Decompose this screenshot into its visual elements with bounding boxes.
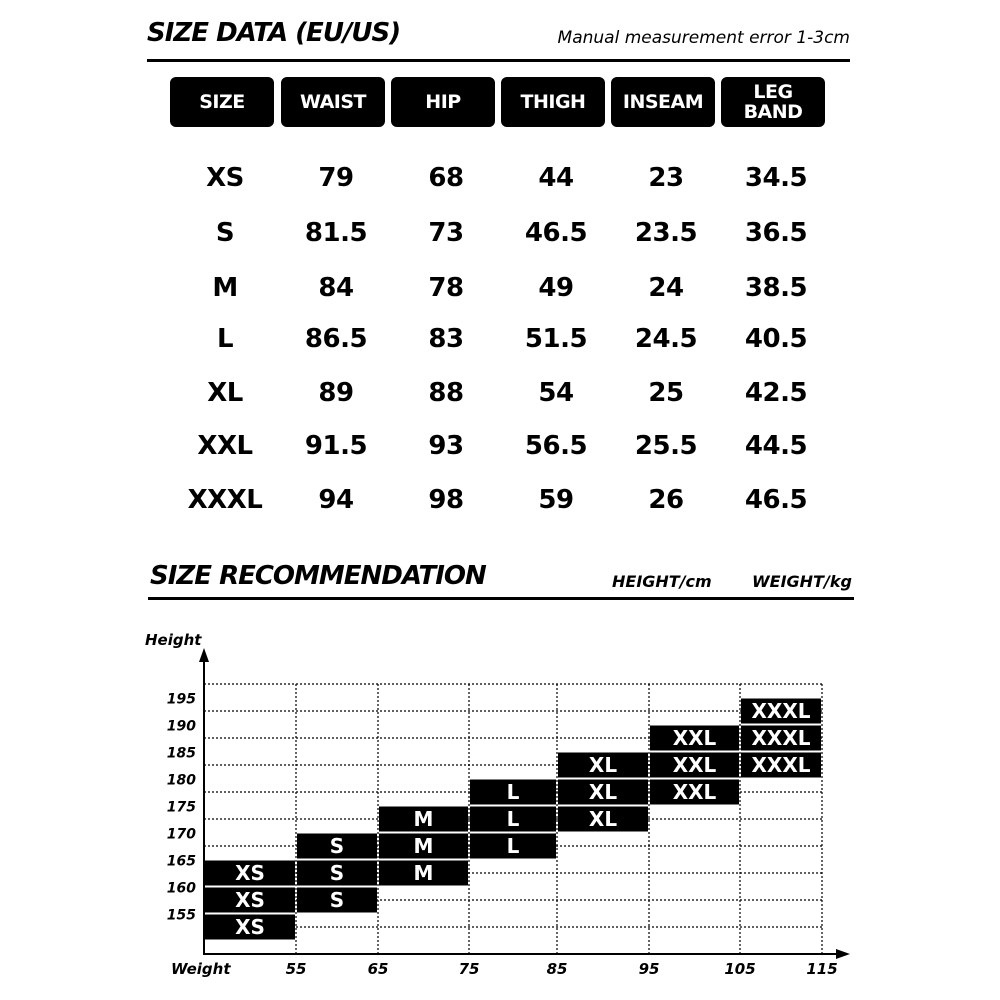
y-tick-label: 190 [166,718,196,735]
size-cell-label: XXXL [751,726,811,750]
cell-waist: 94 [318,485,354,515]
size-cell-label: XS [235,861,265,885]
y-tick-label: 195 [166,691,196,708]
y-tick-label: 165 [166,853,196,870]
x-tick-label: 55 [285,960,307,978]
cell-hip: 68 [428,163,464,193]
cell-leg-band: 34.5 [744,163,808,193]
x-tick-label: 75 [458,960,480,978]
cell-size: L [216,324,234,354]
cell-size: M [212,273,238,303]
size-cell-label: S [329,888,345,912]
size-cell-label: XXL [672,780,717,804]
cell-hip: 73 [428,218,464,248]
cell-hip: 93 [428,431,464,461]
cell-size: XL [207,378,243,408]
cell-thigh: 56.5 [524,431,588,461]
size-cell-label: L [506,780,520,804]
y-tick-label: 175 [166,799,196,816]
cell-inseam: 26 [648,485,684,515]
height-unit-label: HEIGHT/cm [612,572,712,591]
cell-waist: 91.5 [304,431,368,461]
size-cell-label: M [413,834,434,858]
size-cell-label: XL [588,780,618,804]
cell-size: XXL [197,431,253,461]
x-tick-label: 95 [638,960,660,978]
y-tick-label: 155 [166,907,196,924]
y-tick-label: 160 [166,880,196,897]
cell-leg-band: 40.5 [744,324,808,354]
size-cell-label: XXXL [751,699,811,723]
cell-inseam: 23 [648,163,684,193]
cell-size: XXXL [187,485,263,515]
y-tick-label: 185 [166,745,196,762]
cell-inseam: 24 [648,273,684,303]
cell-thigh: 44 [538,163,574,193]
x-axis-arrow-icon [836,949,850,959]
cell-leg-band: 36.5 [744,218,808,248]
y-tick-label: 180 [166,772,196,789]
cell-inseam: 25.5 [634,431,698,461]
cell-leg-band: 44.5 [744,431,808,461]
cell-hip: 78 [428,273,464,303]
size-cell-label: S [329,861,345,885]
size-data-title: SIZE DATA (EU/US) [147,18,401,48]
column-header-inseam: INSEAM [611,77,715,127]
column-header-thigh: THIGH [501,77,605,127]
y-axis-arrow-icon [199,648,209,662]
cell-leg-band: 46.5 [744,485,808,515]
column-header-leg-band: LEG BAND [721,77,825,127]
cell-thigh: 54 [538,378,574,408]
cell-leg-band: 38.5 [744,273,808,303]
cell-thigh: 51.5 [524,324,588,354]
cell-hip: 98 [428,485,464,515]
cell-waist: 84 [318,273,354,303]
size-recommendation-title: SIZE RECOMMENDATION [150,561,486,591]
cell-hip: 88 [428,378,464,408]
size-cell-label: L [506,807,520,831]
size-cell-label: XXL [672,753,717,777]
size-cell-label: S [329,834,345,858]
y-tick-label: 170 [166,826,196,843]
weight-unit-label: WEIGHT/kg [752,572,852,591]
column-header-size: SIZE [170,77,274,127]
x-tick-label: 85 [546,960,568,978]
size-cell-label: XXXL [751,753,811,777]
cell-thigh: 49 [538,273,574,303]
size-cell-label: XL [588,753,618,777]
cell-waist: 89 [318,378,354,408]
x-tick-label: 115 [806,960,838,978]
cell-leg-band: 42.5 [744,378,808,408]
size-cell-label: XS [235,888,265,912]
cell-waist: 81.5 [304,218,368,248]
x-tick-label: 105 [724,960,756,978]
size-cell-label: M [413,861,434,885]
cell-hip: 83 [428,324,464,354]
measurement-error-note: Manual measurement error 1-3cm [557,28,850,48]
x-axis-title: Weight [171,960,231,978]
cell-inseam: 25 [648,378,684,408]
size-cell-label: L [506,834,520,858]
cell-waist: 86.5 [304,324,368,354]
size-cell-label: XL [588,807,618,831]
x-tick-label: 65 [367,960,389,978]
column-header-hip: HIP [391,77,495,127]
column-header-waist: WAIST [281,77,385,127]
cell-thigh: 46.5 [524,218,588,248]
cell-size: XS [206,163,244,193]
cell-inseam: 24.5 [634,324,698,354]
size-cell-label: XXL [672,726,717,750]
size-cell-label: M [413,807,434,831]
cell-size: S [215,218,235,248]
size-cell-label: XS [235,915,265,939]
cell-thigh: 59 [538,485,574,515]
y-axis-title: Height [145,631,202,649]
cell-waist: 79 [318,163,354,193]
cell-inseam: 23.5 [634,218,698,248]
